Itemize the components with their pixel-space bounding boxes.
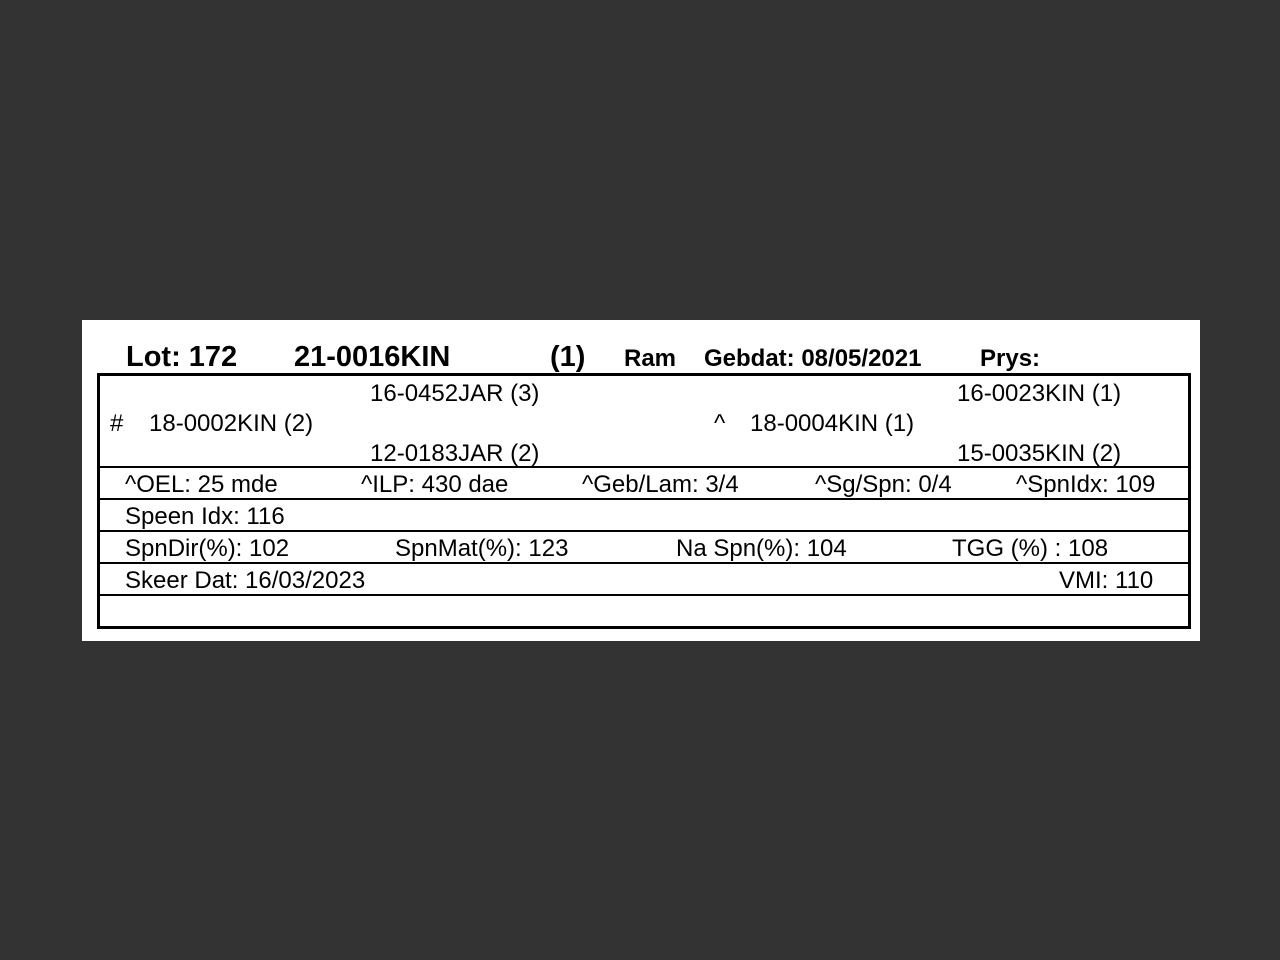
na-spn: Na Spn(%): 104 bbox=[676, 535, 847, 562]
birth-date: Gebdat: 08/05/2021 bbox=[704, 345, 922, 372]
stat-spn-idx: ^SpnIdx: 109 bbox=[1016, 471, 1156, 498]
lot-number: Lot: 172 bbox=[126, 341, 238, 373]
row-divider bbox=[100, 498, 1188, 500]
speen-idx: Speen Idx: 116 bbox=[125, 503, 285, 530]
shearing-date: Skeer Dat: 16/03/2023 bbox=[125, 567, 366, 594]
row-divider bbox=[100, 594, 1188, 596]
dam: 18-0004KIN (1) bbox=[750, 410, 915, 437]
animal-id: 21-0016KIN bbox=[294, 341, 451, 373]
sire-dam: 12-0183JAR (2) bbox=[370, 440, 540, 467]
sire-sire: 16-0452JAR (3) bbox=[370, 380, 540, 407]
tgg: TGG (%) : 108 bbox=[952, 535, 1109, 562]
animal-sex: Ram bbox=[624, 345, 677, 372]
sire-marker: # bbox=[110, 410, 124, 437]
sire: 18-0002KIN (2) bbox=[149, 410, 314, 437]
stat-sg-spn: ^Sg/Spn: 0/4 bbox=[815, 471, 952, 498]
price-label: Prys: bbox=[980, 345, 1041, 372]
stat-ilp: ^ILP: 430 dae bbox=[361, 471, 509, 498]
stat-oel: ^OEL: 25 mde bbox=[125, 471, 278, 498]
dam-dam: 15-0035KIN (2) bbox=[957, 440, 1122, 467]
dam-marker: ^ bbox=[714, 410, 726, 437]
vmi: VMI: 110 bbox=[1059, 567, 1154, 594]
dam-sire: 16-0023KIN (1) bbox=[957, 380, 1122, 407]
row-divider bbox=[100, 530, 1188, 532]
spn-mat: SpnMat(%): 123 bbox=[395, 535, 569, 562]
animal-count: (1) bbox=[550, 341, 586, 373]
spn-dir: SpnDir(%): 102 bbox=[125, 535, 290, 562]
row-divider bbox=[100, 562, 1188, 564]
stat-geb-lam: ^Geb/Lam: 3/4 bbox=[582, 471, 739, 498]
lot-card bbox=[82, 320, 1200, 641]
